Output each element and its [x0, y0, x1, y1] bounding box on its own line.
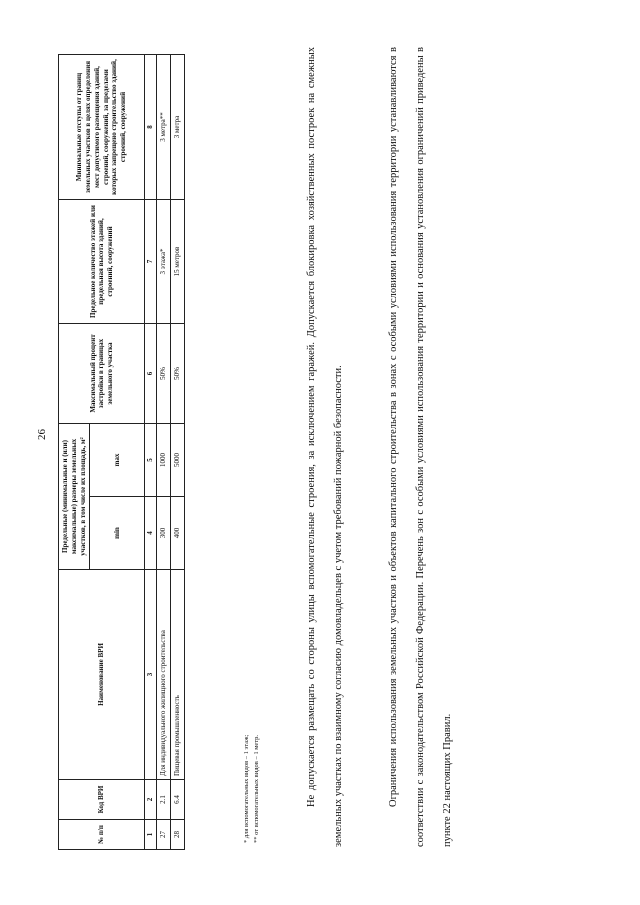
header-code: Код ВРИ — [59, 780, 145, 820]
paragraph-text: Не допускается размещать со стороны улицы вспомогательные строения, за исключением гаражей. Допускается блокировка хозяйственных построек на смежных земельных участках по взаимному согласию домовладельцев с учетом требований пожарной безопасности. — [306, 47, 344, 847]
cell-code: 6.4 — [170, 780, 184, 820]
column-number-row — [145, 55, 157, 850]
header-max: max — [90, 424, 145, 497]
header-coverage: Максимальный процент застройки в границах земельного участка — [59, 324, 145, 424]
header-no: № п/п — [59, 820, 145, 850]
cell-max: 1000 — [157, 424, 171, 497]
cell-setback: 3 метра** — [157, 55, 171, 200]
cell-no: 28 — [170, 820, 184, 850]
column-number: 5 — [145, 424, 157, 497]
cell-min: 300 — [157, 497, 171, 570]
paragraph — [298, 47, 352, 847]
column-number: 1 — [145, 820, 157, 850]
cell-code: 2.1 — [157, 780, 171, 820]
cell-setback: 3 метра — [170, 55, 184, 200]
paragraph-text: Ограничения использования земельных участков и объектов капитального строительства в зонах с особыми условиями использования территории устанавливаются в соответствии с законодательством Российской Федерации. Перечень зон с особыми условиями использования территории и основания установления ограничений приведены в пункте 22 настоящих Правил. — [388, 47, 453, 847]
cell-coverage: 50% — [170, 324, 184, 424]
cell-name: Для индивидуального жилищного строительства — [157, 570, 171, 780]
cell-no: 27 — [157, 820, 171, 850]
page-number: 26 — [36, 429, 48, 440]
header-name: Наименование ВРИ — [59, 570, 145, 780]
column-number: 3 — [145, 570, 157, 780]
paragraph — [380, 47, 461, 847]
table-footnotes — [242, 735, 263, 843]
column-number: 6 — [145, 324, 157, 424]
cell-min: 400 — [170, 497, 184, 570]
column-number: 4 — [145, 497, 157, 570]
cell-coverage: 50% — [157, 324, 171, 424]
column-number: 2 — [145, 780, 157, 820]
column-number: 7 — [145, 200, 157, 324]
column-number: 8 — [145, 55, 157, 200]
header-min: min — [90, 497, 145, 570]
header-floors: Предельное количество этажей или предельная высота зданий, строений, сооружений — [59, 200, 145, 324]
header-setback: Минимальные отступы от границ земельных участков в целях определения мест допустимого размещения зданий, строений, сооружений, за пределами которых запрещено строительство зданий, строений, сооружений — [59, 55, 145, 200]
footnote: * для вспомогательных видов – 1 этаж; — [243, 734, 250, 843]
header-sizes: Предельные (минимальные и (или) максимальные) размеры земельных участков, в том числе их площадь, м² — [59, 424, 90, 570]
cell-floors: 3 этажа* — [157, 200, 171, 324]
table-row — [157, 55, 171, 850]
cell-max: 5000 — [170, 424, 184, 497]
cell-floors: 15 метров — [170, 200, 184, 324]
land-use-table — [58, 54, 185, 850]
table-row — [170, 55, 184, 850]
footnote: ** от вспомогательных видов – 1 метр. — [253, 734, 261, 843]
cell-name: Пищевая промышленность — [170, 570, 184, 780]
